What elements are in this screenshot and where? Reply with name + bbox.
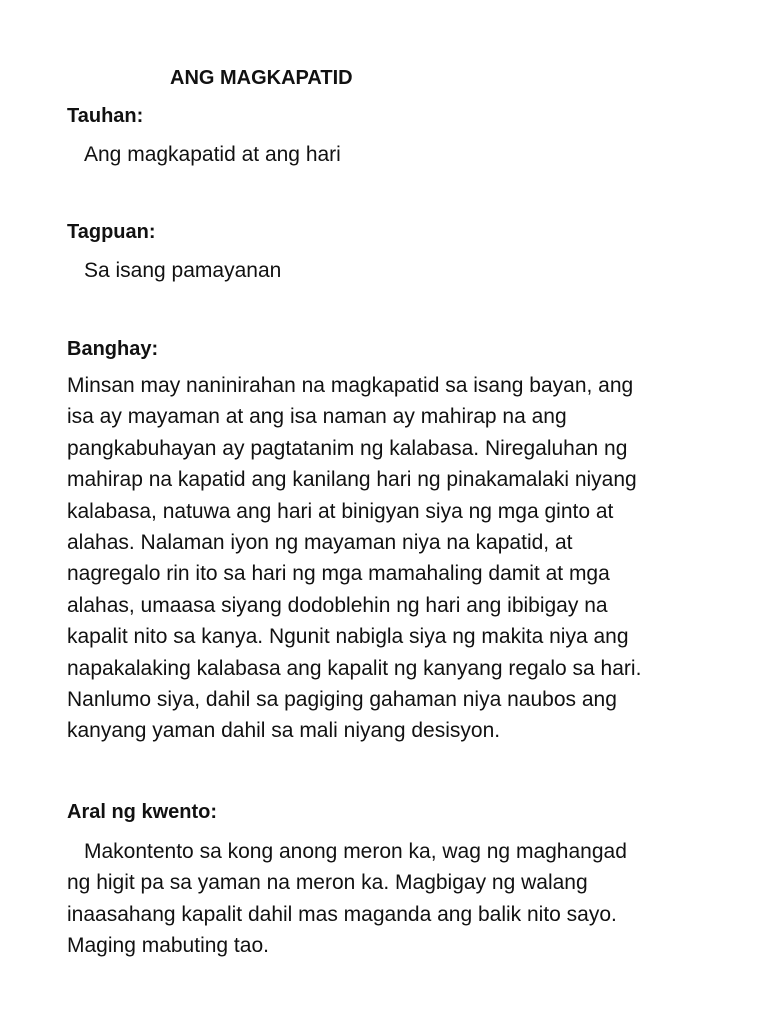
banghay-line: Nanlumo siya, dahil sa pagiging gahaman niya naubos ang [67, 688, 617, 712]
banghay-paragraph [67, 370, 707, 747]
banghay-line: kalabasa, natuwa ang hari at binigyan siya ng mga ginto at [67, 499, 614, 523]
banghay-line: napakalaking kalabasa ang kapalit ng kanyang regalo sa hari. [67, 656, 642, 680]
aral-line: Maging mabuting tao. [67, 934, 269, 958]
tagpuan-heading: Tagpuan: [67, 221, 156, 243]
aral-line: ng higit pa sa yaman na meron ka. Magbigay ng walang [67, 871, 588, 895]
aral-line: inaasahang kapalit dahil mas maganda ang balik nito sayo. [67, 902, 617, 926]
banghay-heading: Banghay: [67, 338, 159, 360]
banghay-line: kapalit nito sa kanya. Ngunit nabigla siya ng makita niya ang [67, 625, 629, 649]
document-title: ANG MAGKAPATID [170, 67, 353, 89]
aral-line: Makontento sa kong anong meron ka, wag ng maghangad [84, 840, 627, 863]
aral-heading: Aral ng kwento: [67, 801, 218, 823]
banghay-line: kanyang yaman dahil sa mali niyang desisyon. [67, 719, 501, 743]
aral-paragraph [67, 836, 707, 962]
tagpuan-text: Sa isang pamayanan [84, 259, 282, 282]
banghay-line: alahas. Nalaman iyon ng mayaman niya na kapatid, at [67, 531, 573, 555]
tauhan-heading: Tauhan: [67, 105, 144, 127]
banghay-line: mahirap na kapatid ang kanilang hari ng pinakamalaki niyang [67, 468, 637, 492]
tauhan-text: Ang magkapatid at ang hari [84, 143, 341, 166]
banghay-line: nagregalo rin ito sa hari ng mga mamahaling damit at mga [67, 562, 610, 586]
banghay-line: Minsan may naninirahan na magkapatid sa isang bayan, ang [67, 374, 634, 397]
banghay-line: pangkabuhayan ay pagtatanim ng kalabasa. Niregaluhan ng [67, 436, 628, 460]
banghay-line: alahas, umaasa siyang dodoblehin ng hari ang ibibigay na [67, 593, 608, 617]
banghay-line: isa ay mayaman at ang isa naman ay mahirap na ang [67, 405, 567, 429]
